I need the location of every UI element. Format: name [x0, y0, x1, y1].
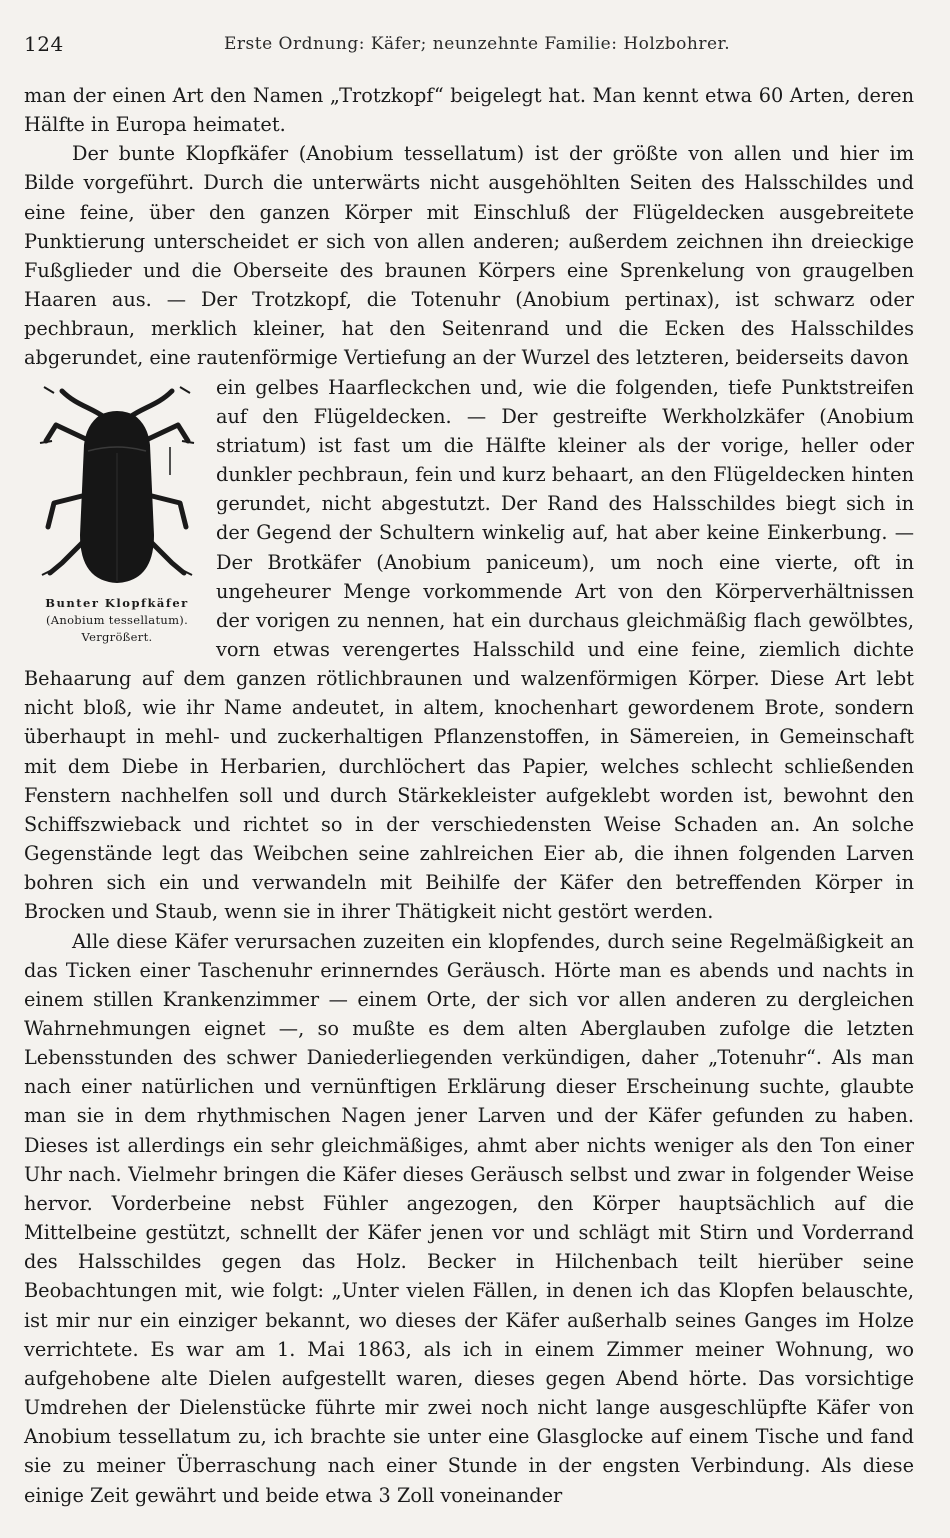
paragraph-3: Alle diese Käfer verursachen zuzeiten ein klopfendes, durch seine Regelmäßigkeit an das Ticken einer Taschenuhr erinnerndes Geräusch. Hörte man es abends und nachts in einem stillen Krankenzimmer — einem Orte, der sich vor allen anderen zu dergleichen Wahrnehmungen eignet —, so mußte es dem alten Aberglauben zufolge die letzten Lebensstunden des schwer Daniederliegenden verkündigen, daher „Totenuhr“. Als man nach einer natürlichen und vernünftigen Erklärung dieser Erscheinung suchte, glaubte man sie in dem rhythmischen Nagen jener Larven und der Käfer gefunden zu haben. Dieses ist allerdings ein sehr gleichmäßiges, ahmt aber nichts weniger als den Ton einer Uhr nach. Vielmehr bringen die Käfer dieses Geräusch selbst und zwar in folgender Weise hervor. Vorderbeine nebst Fühler angezogen, den Körper hauptsächlich auf die Mittelbeine gestützt, schnellt der Käfer jenen vor und schlägt mit Stirn und Vorderrand des Halsschildes gegen das Holz. Becker in Hilchenbach teilt hierüber seine Beobachtungen mit, wie folgt: „Unter vielen Fällen, in denen ich das Klopfen belauschte, ist mir nur ein einziger bekannt, wo dieses der Käfer außerhalb seines Ganges im Holze verrichtete. Es war am 1. Mai 1863, als ich in einem Zimmer meiner Wohnung, wo aufgehobene alte Dielen aufgestellt waren, dieses gegen Abend hörte. Das vorsichtige Umdrehen der Dielenstücke führte mir zwei noch nicht lange ausgeschlüpfte Käfer von Anobium tessellatum zu, ich brachte sie unter eine Glasglocke auf einem Tische und fand sie zu meiner Überraschung nach einer Stunde in der engsten Verbindung. Als diese einige Zeit gewährt und beide etwa 3 Zoll voneinander — [24, 929, 914, 1507]
body-text — [24, 81, 914, 1510]
figure-caption — [24, 595, 210, 646]
caption-species: (Anobium tessellatum). — [45, 612, 189, 627]
paragraph-2-wrap: ein gelbes Haarfleckchen und, wie die folgenden, tiefe Punktstreifen auf den Flügeldecken. — Der gestreifte Werkholzkäfer (Anobium striatum) ist fast um die Hälfte kleiner als der vorige, heller oder dunkler pechbraun, fein und kurz behaart, an den Flügeldecken hinten gerundet, nicht abgestutzt. Der Rand des Halsschildes biegt sich in der Gegend der Schultern winkelig auf, hat aber keine Einkerbung. — Der Brotkäfer (Anobium paniceum), um noch eine vierte, oft in ungeheurer Menge vorkommende Art von den Körperverhältnissen der vorigen zu nennen, hat ein durchaus gleichmäßig flach gewölbtes, vorn etwas verengertes Halsschild und eine feine, ziemlich dichte Behaarung auf dem ganzen rötlichbraunen und walzenförmigen Körper. Diese Art lebt nicht bloß, wie ihr Name andeutet, in altem, knochenhart gewordenem Brote, sondern überhaupt in mehl- und zuckerhaltigen Pflanzenstoffen, in Sämereien, in Gemeinschaft mit dem Diebe in Herbarien, durchlöchert das Papier, welches schlecht schließenden Fenstern nachhelfen soll und durch Stärkekleister aufgeklebt worden ist, bewohnt den Schiffszwieback und richtet so in der verschiedensten Weise Schaden an. An solche Gegenstände legt das Weibchen seine zahlreichen Eier ab, die ihnen folgenden Larven bohren sich ein und verwandeln mit Beihilfe der Käfer den betreffenden Körper in Brocken und Staub, wenn sie in ihrer Thätigkeit nicht gestört werden. — [24, 375, 914, 924]
paragraph-1: man der einen Art den Namen „Trotzkopf“ beigelegt hat. Man kennt etwa 60 Arten, deren Hälfte in Europa heimatet. — [24, 84, 914, 137]
caption-note: Vergrößert. — [81, 629, 153, 644]
caption-title: Bunter Klopfkäfer — [45, 595, 189, 610]
beetle-illustration — [32, 385, 202, 595]
page-number: 124 — [24, 32, 64, 56]
beetle-figure — [24, 373, 210, 663]
paragraph-2-start: Der bunte Klopfkäfer (Anobium tessellatum) ist der größte von allen und hier im Bilde vorgeführt. Durch die unterwärts nicht ausgehöhlten Seiten des Halsschildes und eine feine, über den ganzen Körper mit Einschluß der Flügeldecken ausgebreitete Punktierung unterscheidet er sich von allen anderen; außerdem zeichnen ihn dreieckige Fußglieder und die Oberseite des braunen Körpers eine Sprenkelung von graugelben Haaren aus. — Der Trotzkopf, die Totenuhr (Anobium pertinax), ist schwarz oder pechbraun, merklich kleiner, hat den Seitenrand und die Ecken des Halsschildes abgerundet, eine rautenförmige Vertiefung an der Wurzel des letzteren, beiderseits davon — [24, 142, 914, 370]
running-head: Erste Ordnung: Käfer; neunzehnte Familie: Holzbohrer. — [224, 34, 731, 54]
page-header — [24, 32, 914, 58]
